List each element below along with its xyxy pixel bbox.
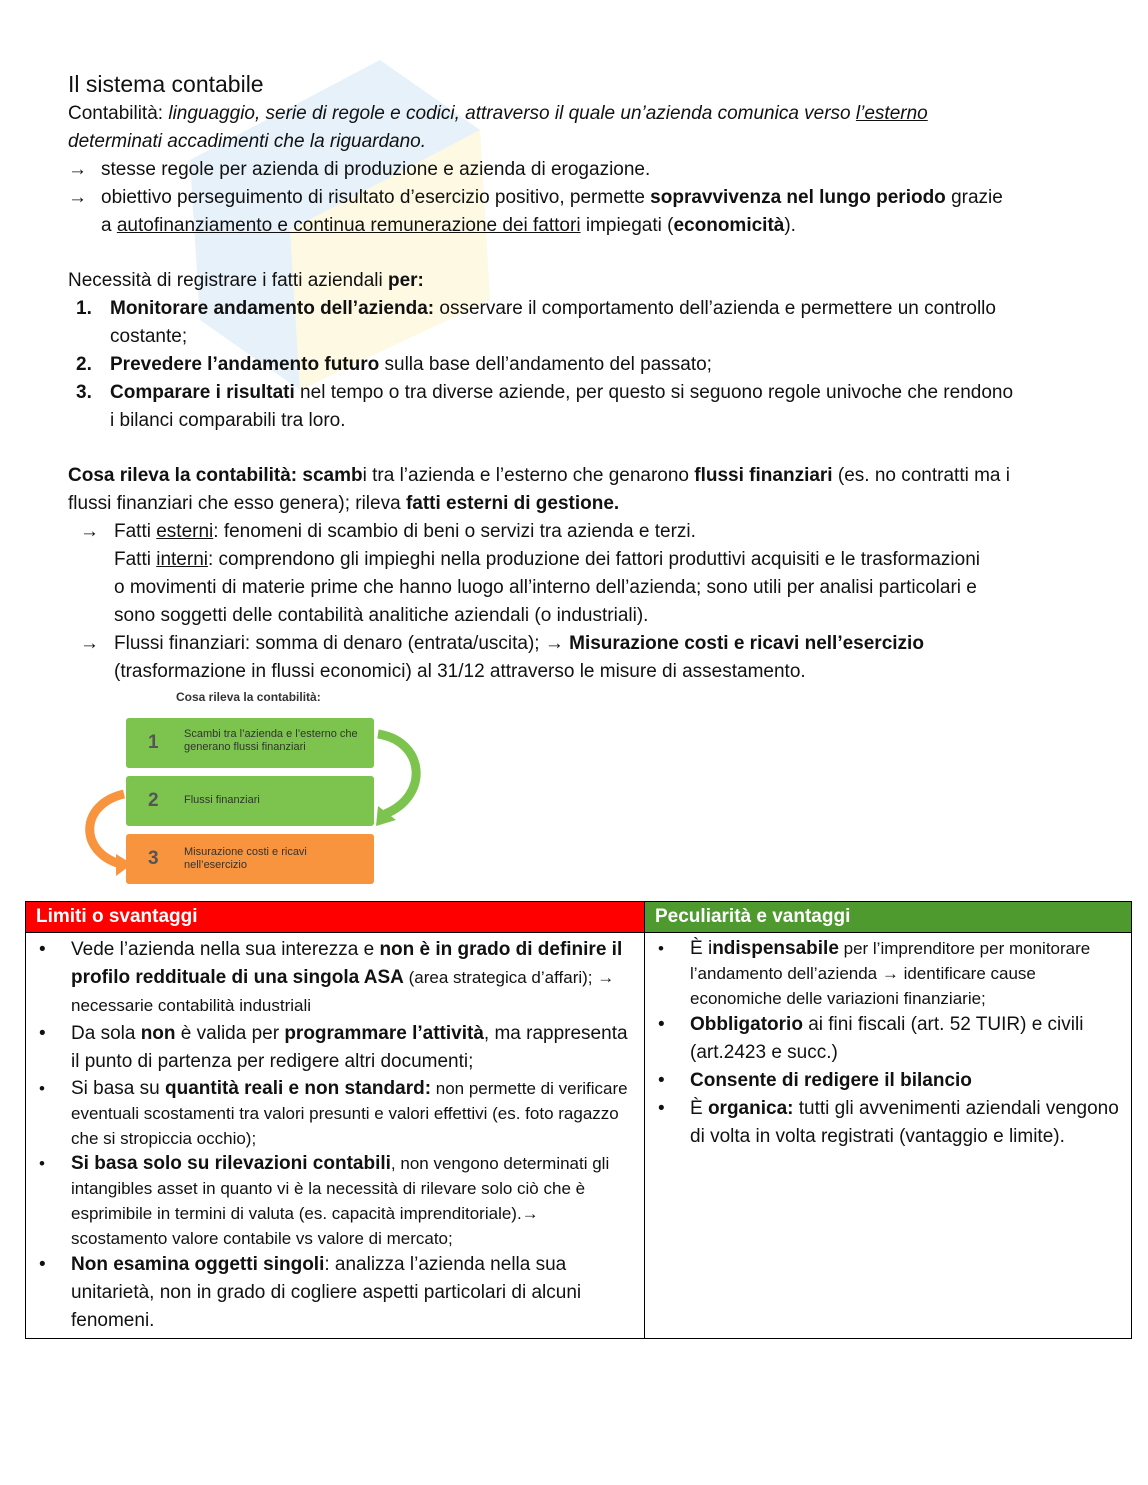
diagram-title: Cosa rileva la contabilità: <box>176 690 321 704</box>
arrow-icon: → <box>80 521 99 542</box>
curved-arrow-left <box>90 794 124 864</box>
list-item: • Da sola non è valida per programmare l’attività, ma rappresenta il punto di partenza per redigere altri documenti; <box>27 1020 637 1076</box>
bullet-icon: • <box>658 1098 665 1119</box>
comparison-table <box>25 901 1132 1339</box>
intro-definition: linguaggio, serie di regole e codici, attraverso il quale un’azienda comunica verso <box>168 103 856 124</box>
list-item: • Si basa su quantità reali e non standard: non permette di verificare eventuali scostamenti tra valori presunti e valori effettivi (es. foto ragazzo che si stropiccia occhio); <box>39 1078 628 1148</box>
bullet-icon: • <box>39 1154 45 1173</box>
diagram-step-1: 1 Scambi tra l’azienda e l’esterno che generano flussi finanziari <box>126 718 374 768</box>
page-title: Il sistema contabile <box>68 71 264 97</box>
advantages-cell <box>645 933 1132 1339</box>
numbered-item: 2. Prevedere l’andamento futuro sulla base dell’andamento del passato; <box>76 354 712 375</box>
list-item: • È organica: tutti gli avvenimenti aziendali vengono di volta in volta registrati (vantaggio e limite). <box>646 1095 1124 1151</box>
table-header-row <box>26 902 1132 933</box>
table-row <box>26 933 1132 1339</box>
list-item: • È indispensabile per l’imprenditore per monitorare l’andamento dell’azienda → identificare cause economiche delle variazioni finanziarie; <box>658 938 1091 1008</box>
intro-underlined-word: l’esterno <box>855 103 928 124</box>
arrow-item: → obiettivo perseguimento di risultato d’esercizio positivo, permette sopravvivenza nel lungo periodo grazie a autofinanziamento e continua remunerazione dei fattori impiegati (economicità). <box>68 184 1098 240</box>
bullet-icon: • <box>39 1023 46 1044</box>
diagram-step-2: 2 Flussi finanziari <box>126 776 374 826</box>
body-text <box>68 68 1098 686</box>
bullet-icon: • <box>658 1014 665 1035</box>
accounting-diagram <box>80 686 440 891</box>
list-item: • Si basa solo su rilevazioni contabili, non vengono determinati gli intangibles asset in quanto vi è la necessità di rilevare solo ciò che è esprimibile in termini di valuta (es. capacità imprenditoriale).→ scostamento valore contabile vs valore di mercato; <box>39 1153 610 1248</box>
limits-list <box>27 934 643 1337</box>
bullet-icon: • <box>39 1254 46 1275</box>
arrow-icon: → <box>68 187 87 208</box>
arrow-icon: → <box>80 633 99 654</box>
header-advantages: Peculiarità e vantaggi <box>645 902 1132 933</box>
numbered-item: 3. Comparare i risultati nel tempo o tra diverse aziende, per questo si seguono regole univoche che rendono i bilanci comparabili tra loro. <box>76 382 1014 431</box>
intro-label: Contabilità: <box>68 103 169 124</box>
rileva-paragraph: Cosa rileva la contabilità: scambi tra l’azienda e l’esterno che genarono flussi finanziari (es. no contratti ma i flussi finanziari che esso genera); rileva fatti esterni di gestione. <box>68 465 1010 514</box>
arrow-item: → stesse regole per azienda di produzione e azienda di erogazione. <box>68 156 1098 184</box>
numbered-item: 1. Monitorare andamento dell’azienda: osservare il comportamento dell’azienda e permettere un controllo costante; <box>76 298 996 347</box>
curved-arrow-right <box>378 734 416 814</box>
bullet-icon: • <box>39 939 46 960</box>
intro-paragraph <box>68 100 1098 156</box>
list-item: • Non esamina oggetti singoli: analizza l’azienda nella sua unitarietà, non in grado di cogliere aspetti particolari di alcuni fenomeni. <box>27 1251 637 1335</box>
limits-cell <box>26 933 645 1339</box>
advantages-list <box>646 934 1130 1153</box>
intro-definition-end: determinati accadimenti che la riguardano. <box>68 131 427 152</box>
bullet-icon: • <box>658 939 664 958</box>
bullet-icon: • <box>39 1079 45 1098</box>
need-heading: Necessità di registrare i fatti aziendali per: <box>68 270 424 291</box>
arrow-item: → Flussi finanziari: somma di denaro (entrata/uscita); → Misurazione costi e ricavi nell’esercizio (trasformazione in flussi economici) al 31/12 attraverso le misure di assestamento. <box>68 630 1098 686</box>
list-item: • Consente di redigere il bilancio <box>646 1067 1124 1095</box>
arrow-icon: → <box>68 159 87 180</box>
diagram-step-3: 3 Misurazione costi e ricavi nell’esercizio <box>126 834 374 884</box>
bullet-icon: • <box>658 1070 665 1091</box>
list-item: • Vede l’azienda nella sua interezza e non è in grado di definire il profilo reddituale di una singola ASA (area strategica d’affari); → necessarie contabilità industriali <box>27 936 637 1020</box>
header-limits: Limiti o svantaggi <box>26 902 645 933</box>
list-item: • Obbligatorio ai fini fiscali (art. 52 TUIR) e civili (art.2423 e succ.) <box>646 1011 1124 1067</box>
arrow-item: → Fatti esterni: fenomeni di scambio di beni o servizi tra azienda e terzi. Fatti interni: comprendono gli impieghi nella produzione dei fattori produttivi acquisiti e le trasformazioni o movimenti di materie prime che hanno luogo all’interno dell’azienda; sono utili per analisi particolari e sono soggetti delle contabilità analitiche aziendali (o industriali). <box>68 518 1098 630</box>
